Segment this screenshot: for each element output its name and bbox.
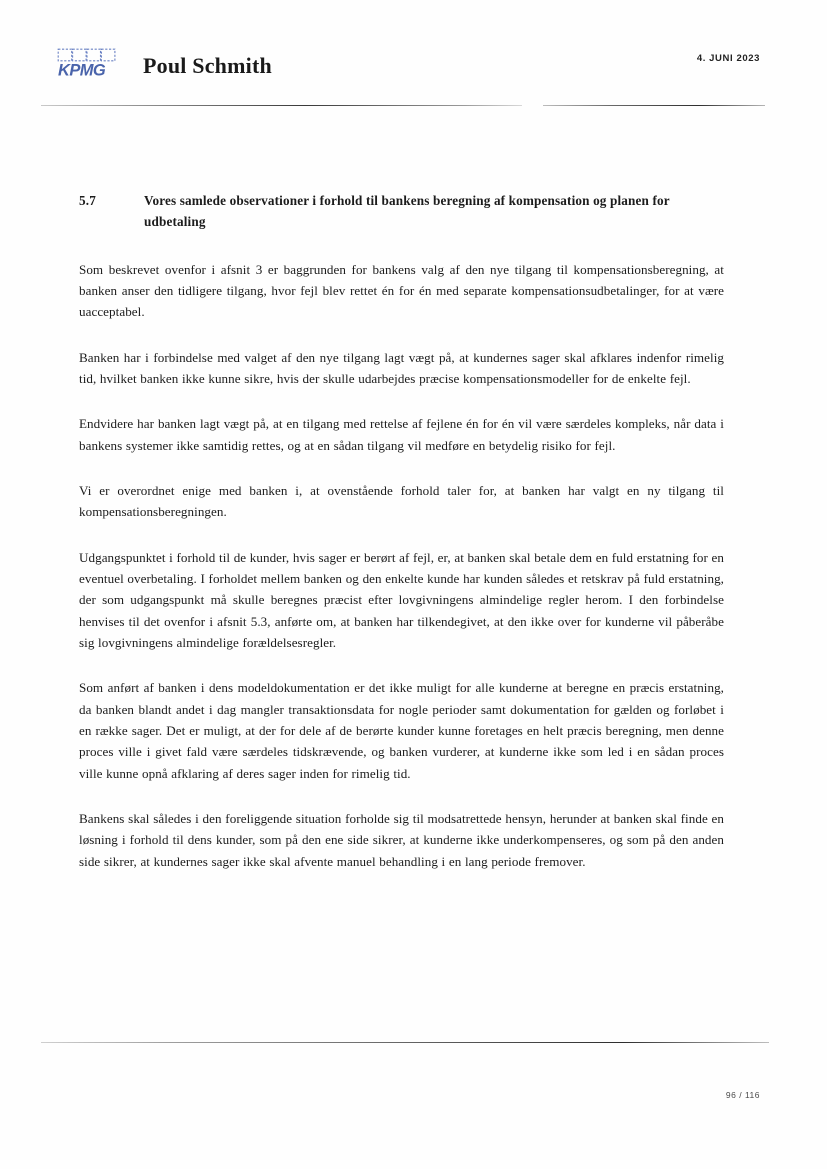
page-header <box>0 0 827 120</box>
kpmg-logo-icon <box>57 48 125 84</box>
header-rule-left <box>41 105 522 106</box>
section-number: 5.7 <box>79 193 96 208</box>
paragraph: Vi er overordnet enige med banken i, at ovenstående forhold taler for, at banken har valgt en ny tilgang til kompensationsberegningen. <box>79 483 724 520</box>
svg-text:KPMG: KPMG <box>58 61 106 80</box>
paragraph: Endvidere har banken lagt vægt på, at en tilgang med rettelse af fejlene én for én vil være særdeles kompleks, når data i bankens systemer ikke samtidig rettes, og at en sådan tilgang vil medføre en betydelig risiko for fejl. <box>79 416 724 453</box>
paragraph: Banken har i forbindelse med valget af den nye tilgang lagt vægt på, at kundernes sager skal afklares indenfor rimelig tid, hvilket banken ikke kunne sikre, hvis der skulle udarbejdes præcise kompensationsmodeller for de enkelte fejl. <box>79 349 724 387</box>
paragraph: Bankens skal således i den foreliggende situation forholde sig til modsatrettede hensyn, herunder at banken skal finde en løsning i forhold til dens kunder, som på den ene side sikrer, at kunderne ikke underkompenseres, og som på den anden side sikrer, at kundernes sager ikke skal afvente manuel behandling i en lang periode fremover. <box>79 810 724 869</box>
paragraph: Som beskrevet ovenfor i afsnit 3 er baggrunden for bankens valg af den nye tilgang til kompensationsberegning, at banken anser den tidligere tilgang, hvor fejl blev rettet én for én med separate kompensationsudbetalinger, for at være uacceptabel. <box>79 261 724 320</box>
page-number: 96 / 116 <box>725 1090 760 1100</box>
header-rule-right <box>543 105 765 106</box>
paragraph: Udgangspunktet i forhold til de kunder, hvis sager er berørt af fejl, er, at banken skal betale dem en fuld erstatning for en eventuel overbetaling. I forholdet mellem banken og den enkelte kunde har kunden således et retskrav på fuld erstatning, der som udgangspunkt må skulle beregnes præcist efter lovgivningens almindelige regler herom. I den forbindelse henvises til det ovenfor i afsnit 5.3, anførte om, at banken har tilkendegivet, at den ikke over for kunderne vil påberåbe sig lovgivningens almindelige forældelsesregler. <box>79 549 724 651</box>
section-heading <box>79 190 724 233</box>
paragraph: Som anført af banken i dens modeldokumentation er det ikke muligt for alle kunderne at beregne en præcis erstatning, da banken blandt andet i dag mangler transaktionsdata for nogle perioder samt dokumentation for gælden og forløbet i en række sager. Det er muligt, at der for dele af de berørte kunder kunne foretages en helt præcis beregning, men denne proces ville i givet fald være særdeles tidskrævende, og banken vurderer, at kunderne ikke som led i en sådan proces ville kunne opnå afklaring af deres sager inden for rimelig tid. <box>79 680 724 781</box>
document-date: 4. JUNI 2023 <box>696 53 760 64</box>
header-branding <box>57 48 272 84</box>
section-title: Vores samlede observationer i forhold til bankens beregning af kompensation og planen for udbetaling <box>144 193 670 230</box>
footer-rule <box>41 1042 769 1043</box>
brand-name: Poul Schmith <box>143 53 272 78</box>
document-body <box>79 190 724 872</box>
